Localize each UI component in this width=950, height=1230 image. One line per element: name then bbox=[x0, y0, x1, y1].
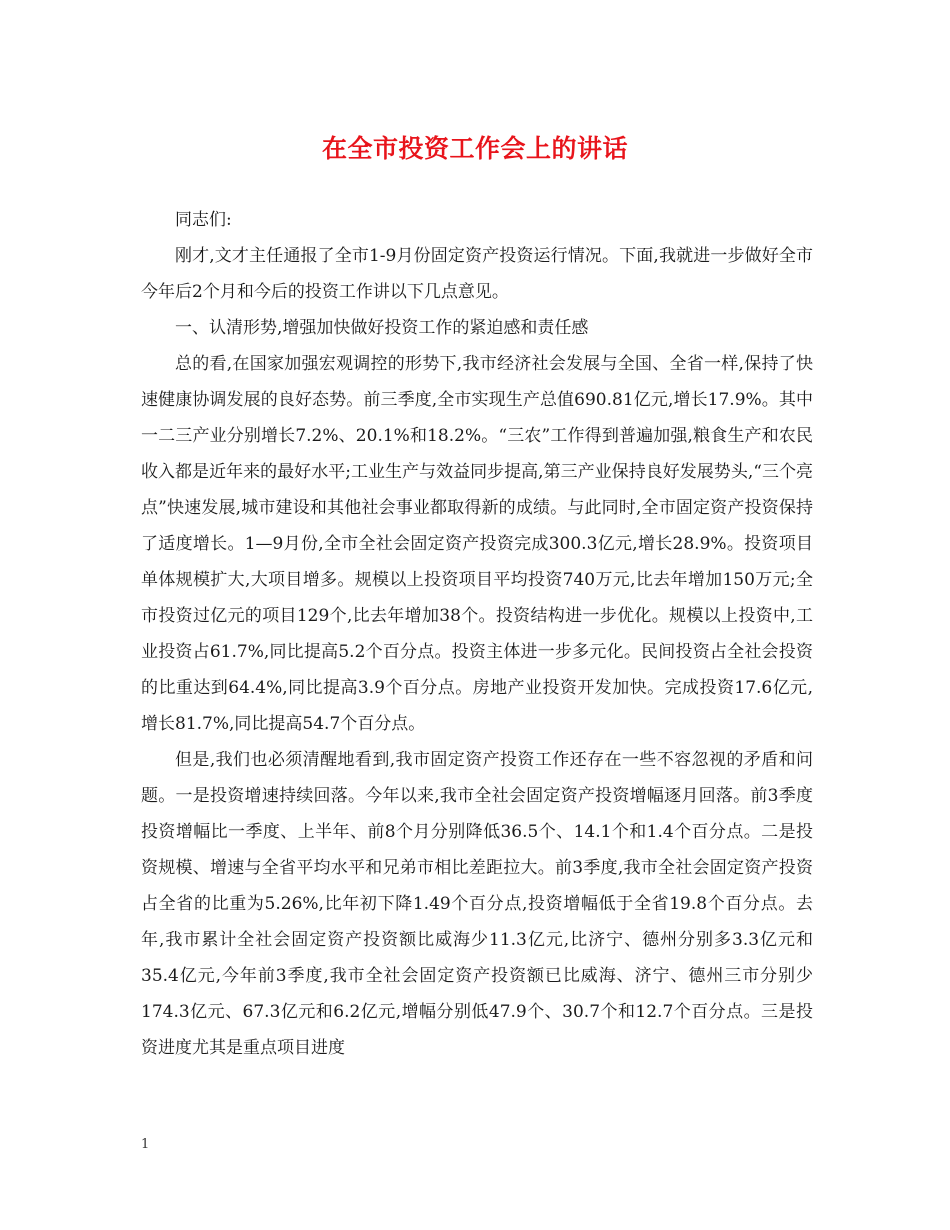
body-paragraph: 但是,我们也必须清醒地看到,我市固定资产投资工作还存在一些不容忽视的矛盾和问题。一是投资增速持续回落。今年以来,我市全社会固定资产投资增幅逐月回落。前3季度投资增幅比一季度、上半年、前8个月分别降低36.5个、14.1个和1.4个百分点。二是投资规模、增速与全省平均水平和兄弟市相比差距拉大。前3季度,我市全社会固定资产投资占全省的比重为5.26%,比年初下降1.49个百分点,投资增幅低于全省19.8个百分点。去年,我市累计全社会固定资产投资额比威海少11.3亿元,比济宁、德州分别多3.3亿元和35.4亿元,今年前3季度,我市全社会固定资产投资额已比威海、济宁、德州三市分别少174.3亿元、67.3亿元和6.2亿元,增幅分别低47.9个、30.7个和12.7个百分点。三是投资进度尤其是重点项目进度 bbox=[141, 750, 813, 1058]
document-body bbox=[141, 202, 813, 1066]
body-paragraph: 总的看,在国家加强宏观调控的形势下,我市经济社会发展与全国、全省一样,保持了快速健康协调发展的良好态势。前三季度,全市实现生产总值690.81亿元,增长17.9%。其中一二三产业分别增长7.2%、20.1%和18.2%。“三农”工作得到普遍加强,粮食生产和农民收入都是近年来的最好水平;工业生产与效益同步提高,第三产业保持良好发展势头,“三个亮点”快速发展,城市建设和其他社会事业都取得新的成绩。与此同时,全市固定资产投资保持了适度增长。1—9月份,全市全社会固定资产投资完成300.3亿元,增长28.9%。投资项目单体规模扩大,大项目增多。规模以上投资项目平均投资740万元,比去年增加150万元;全市投资过亿元的项目129个,比去年增加38个。投资结构进一步优化。规模以上投资中,工业投资占61.7%,同比提高5.2个百分点。投资主体进一步多元化。民间投资占全社会投资的比重达到64.4%,同比提高3.9个百分点。房地产业投资开发加快。完成投资17.6亿元,增长81.7%,同比提高54.7个百分点。 bbox=[141, 354, 813, 734]
intro-paragraph: 刚才,文才主任通报了全市1-9月份固定资产投资运行情况。下面,我就进一步做好全市今年后2个月和今后的投资工作讲以下几点意见。 bbox=[141, 246, 813, 302]
page-number: 1 bbox=[141, 1137, 150, 1152]
document-title: 在全市投资工作会上的讲话 bbox=[321, 134, 628, 163]
salutation-paragraph: 同志们: bbox=[175, 210, 232, 230]
section-heading: 一、认清形势,增强加快做好投资工作的紧迫感和责任感 bbox=[175, 318, 589, 338]
